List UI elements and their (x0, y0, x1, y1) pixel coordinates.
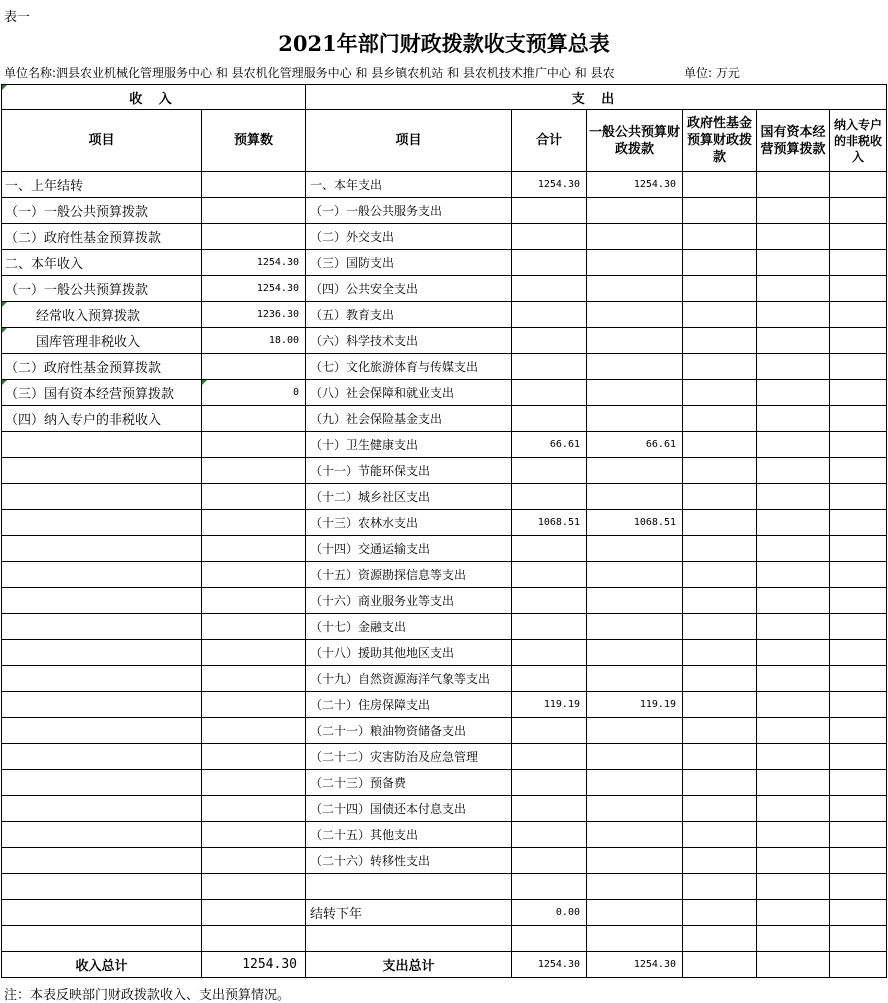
expense-total-cell (512, 250, 587, 276)
general-public-cell (587, 666, 683, 692)
state-capital-cell (757, 926, 830, 952)
state-capital-cell (757, 588, 830, 614)
expense-total-cell (512, 770, 587, 796)
income-value-cell (202, 406, 306, 432)
expense-item-cell: （十一）节能环保支出 (306, 458, 512, 484)
gov-fund-cell (683, 536, 757, 562)
special-account-cell (830, 900, 887, 926)
expense-total-cell (512, 666, 587, 692)
table-row (2, 328, 887, 354)
general-public-header: 一般公共预算财政拨款 (587, 110, 683, 172)
unit-name: 单位名称:泗县农业机械化管理服务中心 和 县农机化管理服务中心 和 县乡镇农机站 和 县农机技术推广中心 和 县农 (4, 66, 615, 80)
income-value-cell (202, 458, 306, 484)
gov-fund-cell (683, 848, 757, 874)
expense-item-cell: （一）一般公共服务支出 (306, 198, 512, 224)
table-row (2, 640, 887, 666)
state-capital-cell (757, 302, 830, 328)
income-value-cell (202, 172, 306, 198)
expense-total-cell (512, 354, 587, 380)
table-row (2, 302, 887, 328)
page-title: 2021年部门财政拨款收支预算总表 (278, 31, 610, 56)
general-public-cell (587, 640, 683, 666)
footnote: 注：本表反映部门财政拨款收入、支出预算情况。 (4, 988, 291, 1003)
income-value-cell (202, 562, 306, 588)
table-row (2, 536, 887, 562)
income-item-cell (2, 796, 202, 822)
general-public-cell (587, 458, 683, 484)
table-row (2, 666, 887, 692)
budget-table (1, 84, 887, 978)
expense-item-cell: （十七）金融支出 (306, 614, 512, 640)
table-row (2, 250, 887, 276)
state-capital-header: 国有资本经营预算拨款 (757, 110, 830, 172)
special-account-cell (830, 276, 887, 302)
table-row (2, 276, 887, 302)
expense-total-cell: 119.19 (512, 692, 587, 718)
expense-item-cell: （九）社会保险基金支出 (306, 406, 512, 432)
expense-total-cell (512, 718, 587, 744)
gov-fund-cell (683, 302, 757, 328)
expense-item-cell: （三）国防支出 (306, 250, 512, 276)
unit-label: 单位: 万元 (684, 66, 740, 80)
state-capital-cell (757, 796, 830, 822)
gov-fund-cell (683, 458, 757, 484)
table-row (2, 692, 887, 718)
expense-total-cell (512, 614, 587, 640)
income-item-cell: 一、上年结转 (2, 172, 202, 198)
gov-fund-total (683, 952, 757, 978)
expense-total-cell (512, 224, 587, 250)
income-item-header: 项目 (2, 110, 202, 172)
special-account-cell (830, 848, 887, 874)
state-capital-cell (757, 172, 830, 198)
expense-item-cell: （十六）商业服务业等支出 (306, 588, 512, 614)
income-item-cell (2, 900, 202, 926)
income-value-cell (202, 744, 306, 770)
general-public-cell (587, 328, 683, 354)
state-capital-cell (757, 640, 830, 666)
special-account-cell (830, 328, 887, 354)
expense-total-label: 支出总计 (306, 952, 512, 978)
expense-total-cell (512, 406, 587, 432)
income-value-cell (202, 848, 306, 874)
table-row (2, 458, 887, 484)
general-public-cell (587, 718, 683, 744)
income-total-value: 1254.30 (202, 952, 306, 978)
special-account-cell (830, 770, 887, 796)
expense-item-cell: （七）文化旅游体育与传媒支出 (306, 354, 512, 380)
general-public-cell (587, 198, 683, 224)
income-value-cell (202, 354, 306, 380)
expense-total-cell (512, 562, 587, 588)
expense-item-cell: 结转下年 (306, 900, 512, 926)
expense-item-cell: （十三）农林水支出 (306, 510, 512, 536)
income-value-cell (202, 874, 306, 900)
state-capital-cell (757, 484, 830, 510)
state-capital-cell (757, 614, 830, 640)
expense-total-cell (512, 874, 587, 900)
expense-item-cell: （二十二）灾害防治及应急管理 (306, 744, 512, 770)
expense-total-cell (512, 198, 587, 224)
state-capital-cell (757, 562, 830, 588)
special-account-cell (830, 510, 887, 536)
table-row (2, 380, 887, 406)
state-capital-cell (757, 692, 830, 718)
expense-total-cell (512, 276, 587, 302)
expense-item-cell: （十二）城乡社区支出 (306, 484, 512, 510)
special-account-cell (830, 406, 887, 432)
expense-total-cell (512, 744, 587, 770)
special-account-cell (830, 926, 887, 952)
state-capital-cell (757, 380, 830, 406)
income-value-cell: 1236.30 (202, 302, 306, 328)
table-row (2, 406, 887, 432)
income-value-cell (202, 224, 306, 250)
expense-total-cell (512, 588, 587, 614)
expense-total-cell (512, 848, 587, 874)
income-item-cell (2, 744, 202, 770)
income-item-cell (2, 848, 202, 874)
gov-fund-cell (683, 380, 757, 406)
gov-fund-cell (683, 276, 757, 302)
gov-fund-cell (683, 744, 757, 770)
general-public-cell (587, 588, 683, 614)
table-row (2, 562, 887, 588)
state-capital-cell (757, 666, 830, 692)
special-account-cell (830, 718, 887, 744)
special-account-cell (830, 354, 887, 380)
table-row (2, 510, 887, 536)
table-row (2, 172, 887, 198)
income-total-label: 收入总计 (2, 952, 202, 978)
expense-total-cell: 66.61 (512, 432, 587, 458)
income-value-cell (202, 198, 306, 224)
expense-item-cell: （十五）资源勘探信息等支出 (306, 562, 512, 588)
income-budget-header: 预算数 (202, 110, 306, 172)
special-account-cell (830, 224, 887, 250)
gov-fund-cell (683, 354, 757, 380)
income-value-cell: 1254.30 (202, 276, 306, 302)
special-account-cell (830, 744, 887, 770)
income-item-cell: （一）一般公共预算拨款 (2, 198, 202, 224)
state-capital-cell (757, 900, 830, 926)
gov-fund-cell (683, 562, 757, 588)
income-item-cell (2, 484, 202, 510)
special-account-cell (830, 562, 887, 588)
state-capital-total (757, 952, 830, 978)
expense-item-cell: 一、本年支出 (306, 172, 512, 198)
general-public-cell (587, 796, 683, 822)
special-account-cell (830, 250, 887, 276)
income-value-cell (202, 510, 306, 536)
state-capital-cell (757, 458, 830, 484)
general-public-cell (587, 536, 683, 562)
income-value-cell (202, 822, 306, 848)
gov-fund-cell (683, 250, 757, 276)
expense-total-cell (512, 484, 587, 510)
income-item-cell (2, 640, 202, 666)
general-public-cell (587, 302, 683, 328)
expense-item-cell: （十）卫生健康支出 (306, 432, 512, 458)
general-public-cell (587, 822, 683, 848)
general-public-cell: 66.61 (587, 432, 683, 458)
general-public-cell: 1254.30 (587, 172, 683, 198)
general-public-cell: 1068.51 (587, 510, 683, 536)
table-row (2, 484, 887, 510)
gov-fund-cell (683, 874, 757, 900)
income-value-cell (202, 718, 306, 744)
income-value-cell: 1254.30 (202, 250, 306, 276)
table-row (2, 926, 887, 952)
general-public-cell (587, 354, 683, 380)
state-capital-cell (757, 432, 830, 458)
special-account-cell (830, 588, 887, 614)
income-value-cell (202, 484, 306, 510)
gov-fund-cell (683, 406, 757, 432)
state-capital-cell (757, 510, 830, 536)
state-capital-cell (757, 744, 830, 770)
general-public-cell: 119.19 (587, 692, 683, 718)
total-header: 合计 (512, 110, 587, 172)
gov-fund-cell (683, 510, 757, 536)
expense-total-cell (512, 380, 587, 406)
expense-total-cell (512, 302, 587, 328)
income-item-cell: 国库管理非税收入 (2, 328, 202, 354)
income-item-cell: （三）国有资本经营预算拨款 (2, 380, 202, 406)
expense-item-cell: （八）社会保障和就业支出 (306, 380, 512, 406)
table-row (2, 900, 887, 926)
special-account-cell (830, 432, 887, 458)
expense-section-header: 支 出 (306, 85, 887, 110)
gov-fund-cell (683, 822, 757, 848)
income-item-cell: （四）纳入专户的非税收入 (2, 406, 202, 432)
expense-item-cell (306, 874, 512, 900)
expense-item-cell: （十九）自然资源海洋气象等支出 (306, 666, 512, 692)
income-value-cell: 0 (202, 380, 306, 406)
income-value-cell (202, 796, 306, 822)
general-public-cell (587, 562, 683, 588)
state-capital-cell (757, 224, 830, 250)
gov-fund-cell (683, 224, 757, 250)
income-section-header: 收 入 (2, 85, 306, 110)
income-item-cell (2, 562, 202, 588)
general-public-cell (587, 250, 683, 276)
state-capital-cell (757, 822, 830, 848)
income-item-cell (2, 588, 202, 614)
expense-item-cell: （二十五）其他支出 (306, 822, 512, 848)
general-public-cell (587, 224, 683, 250)
expense-total-cell: 1254.30 (512, 172, 587, 198)
gov-fund-cell (683, 666, 757, 692)
income-value-cell (202, 666, 306, 692)
income-value-cell (202, 614, 306, 640)
gov-fund-cell (683, 770, 757, 796)
expense-total-cell (512, 328, 587, 354)
income-value-cell (202, 640, 306, 666)
gov-fund-cell (683, 172, 757, 198)
gov-fund-cell (683, 588, 757, 614)
income-item-cell (2, 874, 202, 900)
gov-fund-cell (683, 484, 757, 510)
expense-total-cell (512, 640, 587, 666)
gov-fund-cell (683, 692, 757, 718)
income-item-cell: （一）一般公共预算拨款 (2, 276, 202, 302)
income-item-cell: 二、本年收入 (2, 250, 202, 276)
income-item-cell (2, 926, 202, 952)
income-item-cell (2, 614, 202, 640)
expense-total-cell: 0.00 (512, 900, 587, 926)
expense-total-cell: 1068.51 (512, 510, 587, 536)
special-account-cell (830, 172, 887, 198)
special-account-cell (830, 874, 887, 900)
income-value-cell (202, 432, 306, 458)
table-tag: 表一 (4, 10, 31, 25)
expense-item-cell: （五）教育支出 (306, 302, 512, 328)
income-value-cell: 18.00 (202, 328, 306, 354)
table-row (2, 718, 887, 744)
expense-item-cell: （四）公共安全支出 (306, 276, 512, 302)
general-public-cell (587, 614, 683, 640)
gov-fund-cell (683, 328, 757, 354)
income-value-cell (202, 926, 306, 952)
general-public-cell (587, 926, 683, 952)
income-item-cell (2, 822, 202, 848)
expense-total-value: 1254.30 (512, 952, 587, 978)
general-public-cell (587, 406, 683, 432)
income-item-cell (2, 510, 202, 536)
general-public-cell (587, 900, 683, 926)
special-account-cell (830, 614, 887, 640)
state-capital-cell (757, 718, 830, 744)
state-capital-cell (757, 874, 830, 900)
special-account-cell (830, 822, 887, 848)
income-item-cell: 经常收入预算拨款 (2, 302, 202, 328)
expense-total-cell (512, 926, 587, 952)
gov-fund-header: 政府性基金预算财政拨款 (683, 110, 757, 172)
general-public-cell (587, 874, 683, 900)
table-row (2, 770, 887, 796)
expense-total-cell (512, 796, 587, 822)
gov-fund-cell (683, 900, 757, 926)
income-item-cell (2, 536, 202, 562)
income-item-cell (2, 432, 202, 458)
gov-fund-cell (683, 718, 757, 744)
expense-item-cell: （二十一）粮油物资储备支出 (306, 718, 512, 744)
expense-item-cell: （十四）交通运输支出 (306, 536, 512, 562)
income-item-cell (2, 458, 202, 484)
gov-fund-cell (683, 640, 757, 666)
expense-item-cell: （二十六）转移性支出 (306, 848, 512, 874)
table-row (2, 224, 887, 250)
state-capital-cell (757, 276, 830, 302)
general-public-cell (587, 770, 683, 796)
special-account-cell (830, 692, 887, 718)
unit-info (4, 64, 888, 82)
expense-item-cell (306, 926, 512, 952)
special-account-cell (830, 380, 887, 406)
table-row (2, 198, 887, 224)
general-public-cell (587, 484, 683, 510)
income-item-cell: （二）政府性基金预算拨款 (2, 224, 202, 250)
gov-fund-cell (683, 796, 757, 822)
special-account-cell (830, 484, 887, 510)
gov-fund-cell (683, 926, 757, 952)
special-account-cell (830, 198, 887, 224)
income-item-cell (2, 666, 202, 692)
expense-item-header: 项目 (306, 110, 512, 172)
table-row (2, 588, 887, 614)
expense-total-cell (512, 822, 587, 848)
special-account-cell (830, 302, 887, 328)
state-capital-cell (757, 328, 830, 354)
expense-item-cell: （十八）援助其他地区支出 (306, 640, 512, 666)
gov-fund-cell (683, 198, 757, 224)
expense-total-cell (512, 458, 587, 484)
table-row (2, 848, 887, 874)
income-value-cell (202, 770, 306, 796)
state-capital-cell (757, 536, 830, 562)
table-row (2, 614, 887, 640)
table-row (2, 432, 887, 458)
income-value-cell (202, 692, 306, 718)
income-item-cell (2, 692, 202, 718)
state-capital-cell (757, 770, 830, 796)
income-item-cell: （二）政府性基金预算拨款 (2, 354, 202, 380)
state-capital-cell (757, 250, 830, 276)
expense-item-cell: （二）外交支出 (306, 224, 512, 250)
special-account-cell (830, 666, 887, 692)
special-account-cell (830, 796, 887, 822)
special-account-cell (830, 458, 887, 484)
income-value-cell (202, 536, 306, 562)
income-item-cell (2, 770, 202, 796)
general-public-cell (587, 380, 683, 406)
general-public-cell (587, 276, 683, 302)
income-value-cell (202, 900, 306, 926)
gov-fund-cell (683, 614, 757, 640)
state-capital-cell (757, 848, 830, 874)
income-item-cell (2, 718, 202, 744)
table-row (2, 874, 887, 900)
expense-item-cell: （二十）住房保障支出 (306, 692, 512, 718)
expense-item-cell: （二十四）国债还本付息支出 (306, 796, 512, 822)
expense-item-cell: （二十三）预备费 (306, 770, 512, 796)
table-row (2, 744, 887, 770)
special-account-total (830, 952, 887, 978)
totals-row (2, 952, 887, 978)
special-account-cell (830, 640, 887, 666)
special-account-header: 纳入专户的非税收入 (830, 110, 887, 172)
gov-fund-cell (683, 432, 757, 458)
table-row (2, 822, 887, 848)
state-capital-cell (757, 406, 830, 432)
income-value-cell (202, 588, 306, 614)
general-public-cell (587, 744, 683, 770)
expense-item-cell: （六）科学技术支出 (306, 328, 512, 354)
state-capital-cell (757, 198, 830, 224)
expense-general-total: 1254.30 (587, 952, 683, 978)
table-row (2, 796, 887, 822)
table-row (2, 354, 887, 380)
state-capital-cell (757, 354, 830, 380)
special-account-cell (830, 536, 887, 562)
expense-total-cell (512, 536, 587, 562)
general-public-cell (587, 848, 683, 874)
